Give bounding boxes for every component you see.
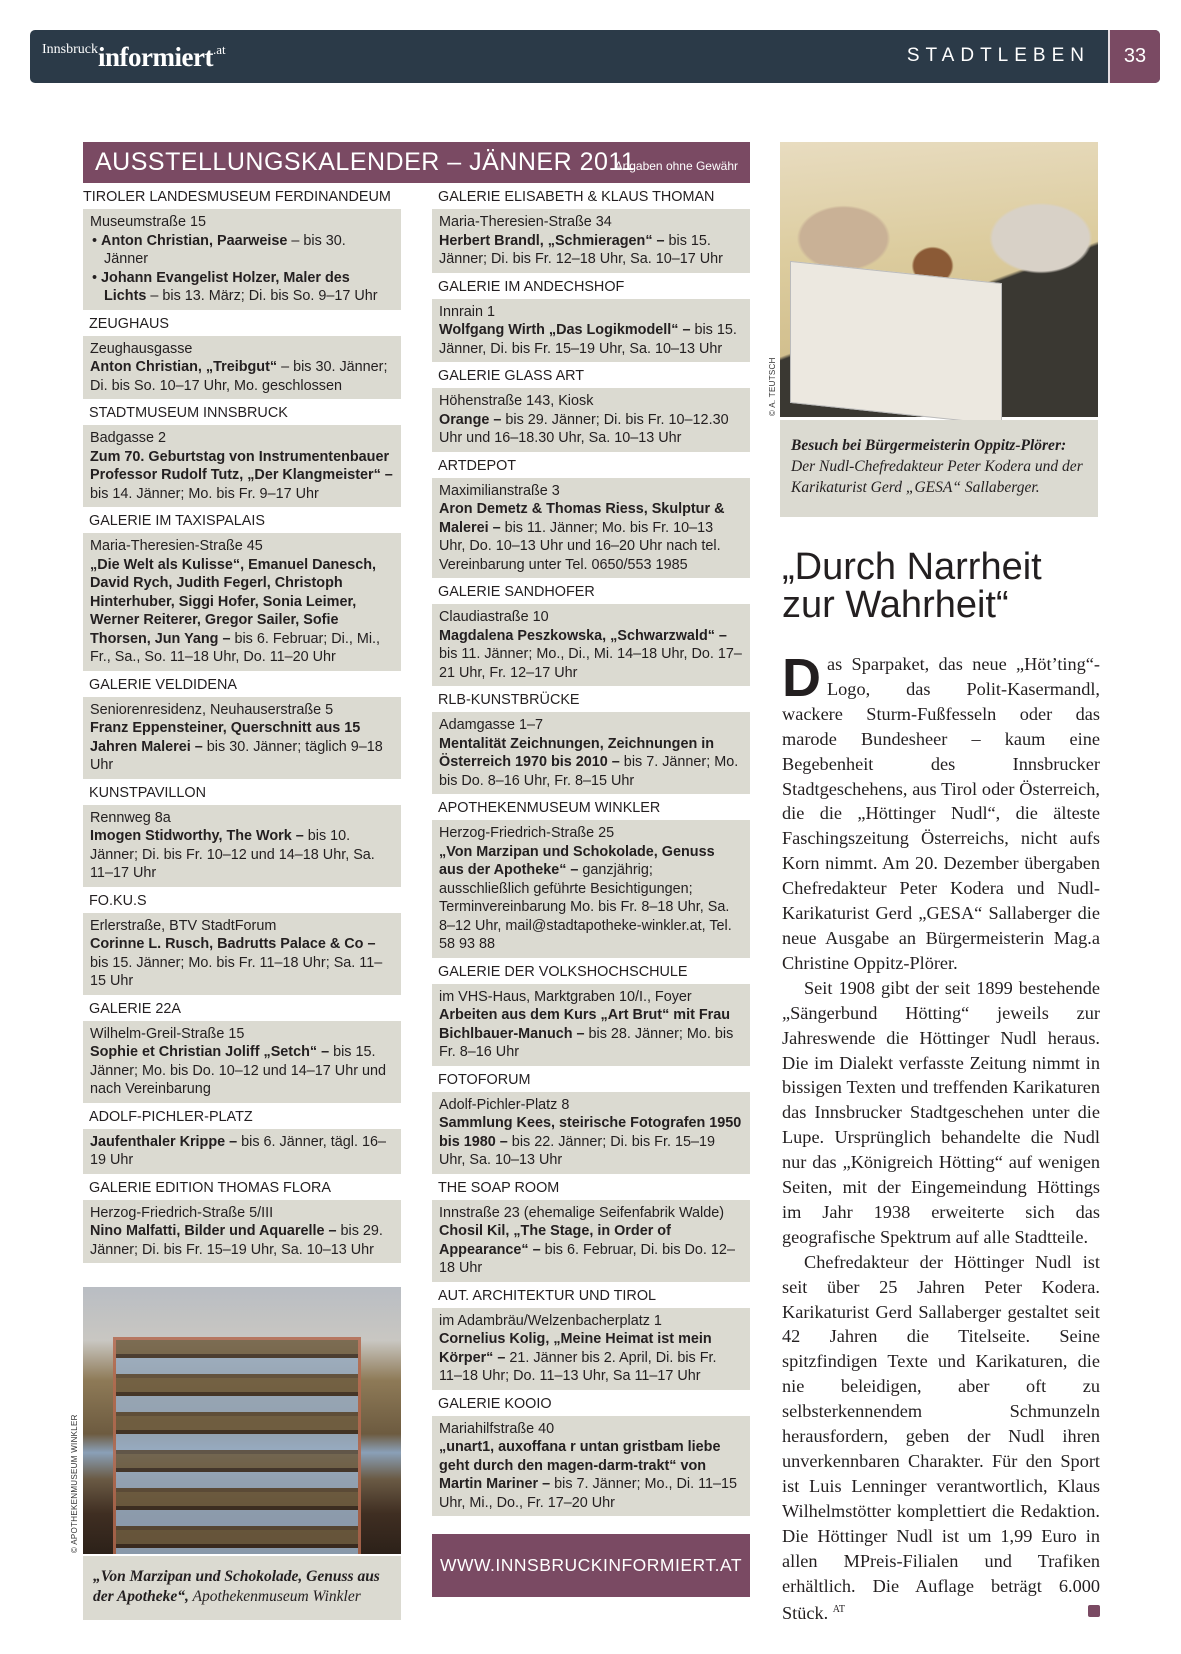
caption-text: Der Nudl-Chefredakteur Peter Kodera und der Karikaturist Gerd „GESA“ Sallaberger.	[791, 458, 1083, 496]
exhibition-title: Franz Eppensteiner, Querschnitt aus 15 Jahren Malerei –	[90, 720, 361, 755]
venue-address: Mariahilfstraße 40	[439, 1420, 555, 1437]
venue-address: Maximilianstraße 3	[439, 482, 560, 499]
venue-address: Herzog-Friedrich-Straße 25	[439, 825, 615, 841]
venue-name: ARTDEPOT	[438, 457, 517, 474]
exhibition-info	[90, 935, 393, 991]
page-header	[30, 30, 1160, 83]
venue-address: Maria-Theresien-Straße 45	[90, 538, 263, 554]
exhibition-info	[90, 448, 393, 504]
exhibition-entry	[83, 697, 401, 779]
article-paragraph: Seit 1908 gibt der seit 1899 bestehende „Sängerbund Hötting“ jeweils zur Jahreswende die Höttinger Nudl heraus. Die im Dialekt verfasste Zeitung nimmt in bissigen Texten und treffenden Karikaturen das Innsbrucker Stadtgeschehen unter die Lupe. Ursprünglich behandelte die Nudl nur das „Königreich Hötting“ auf wenigen Seiten, mit der Eingemeindung Höttings im Jahr 1938 erweiterte sich das geografische Spektrum auf alle Stadtteile.	[782, 977, 1100, 1247]
exhibition-title: „unart1, auxoffana r untan gristbam liebe geht durch den magen-darm-trakt“ von Martin Mariner –	[439, 1439, 721, 1492]
apothecary-photo	[83, 1287, 401, 1554]
article-photo	[780, 142, 1098, 417]
venue-name: GALERIE IM ANDECHSHOF	[438, 278, 625, 295]
caption-text: Apothekenmuseum Winkler	[188, 1588, 361, 1605]
exhibition-info	[90, 719, 393, 775]
exhibition-title: Wolfgang Wirth „Das Logikmodell“ –	[439, 322, 691, 338]
article-photo-caption	[780, 420, 1098, 517]
exhibition-details: bis 15. Jänner, Di. bis Fr. 15–19 Uhr, Sa. 10–13 Uhr	[439, 322, 737, 357]
exhibition-entry	[432, 1200, 750, 1282]
exhibition-info	[90, 1043, 393, 1099]
exhibition-entry	[83, 533, 401, 671]
exhibition-title: Zum 70. Geburtstag von Instrumentenbauer Professor Rudolf Tutz, „Der Klangmeister“ –	[90, 448, 393, 483]
venue-name: GALERIE VELDIDENA	[89, 676, 237, 693]
exhibition-title: Herbert Brandl, „Schmieragen“ –	[439, 232, 665, 249]
exhibition-title: Anton Christian, Paarweise	[101, 232, 288, 249]
exhibition-info	[90, 1133, 393, 1170]
venue-name: STADTMUSEUM INNSBRUCK	[89, 405, 288, 421]
venue-address: Adolf-Pichler-Platz 8	[439, 1096, 570, 1113]
exhibition-info	[90, 358, 393, 395]
exhibition-title: Aron Demetz & Thomas Riess, Skulptur & Malerei –	[439, 501, 725, 536]
exhibition-title: Nino Malfatti, Bilder und Aquarelle –	[90, 1223, 337, 1239]
exhibition-info	[439, 735, 742, 791]
venue-address: Innrain 1	[439, 303, 496, 320]
venue-address: Wilhelm-Greil-Straße 15	[90, 1025, 245, 1042]
article-paragraph	[782, 1250, 1100, 1627]
exhibition-title: Sophie et Christian Joliff „Setch“ –	[90, 1044, 330, 1060]
exhibition-title: Anton Christian, „Treibgut“	[90, 359, 278, 375]
venue-address: im VHS-Haus, Marktgraben 10/I., Foyer	[439, 988, 692, 1005]
exhibition-details: bis 11. Jänner; Mo., Di., Mi. 14–18 Uhr, Do. 17–21 Uhr, Fr. 12–17 Uhr	[439, 646, 742, 681]
photo-credit-article: © A. TEUTSCH	[768, 357, 777, 416]
exhibition-details: bis 6. Jänner, tägl. 16–19 Uhr	[90, 1133, 386, 1168]
exhibition-entry	[83, 336, 401, 400]
venue-address: Seniorenresidenz, Neuhauserstraße 5	[90, 701, 334, 718]
calendar-disclaimer: Angaben ohne Gewähr	[614, 159, 738, 173]
exhibition-entry	[432, 604, 750, 686]
exhibition-details: bis 10. Jänner; Di. bis Fr. 10–12 und 14–18 Uhr, Sa. 11–17 Uhr	[90, 828, 375, 881]
exhibition-entry	[83, 1129, 401, 1174]
venue-address: im Adambräu/Welzenbacherplatz 1	[439, 1312, 662, 1329]
exhibition-info	[90, 827, 393, 883]
newspaper-illustration	[790, 261, 1002, 425]
exhibition-info	[90, 556, 393, 667]
exhibition-entry	[83, 913, 401, 995]
photo-credit-apotheke: © APOTHEKENMUSEUM WINKLER	[70, 1414, 79, 1553]
exhibition-details: – bis 30. Jänner	[104, 232, 346, 267]
exhibition-title: Arbeiten aus dem Kurs „Art Brut“ mit Frau Bichlbauer-Manuch –	[439, 1007, 731, 1042]
venue-name: GALERIE 22A	[89, 1000, 181, 1017]
exhibition-details: bis 6. Februar; Di., Mi., Fr., Sa., So. 11–18 Uhr, Do. 11–20 Uhr	[90, 630, 381, 665]
exhibition-details: bis 15. Jänner; Mo. bis Do. 10–12 und 14–17 Uhr und nach Vereinbarung	[90, 1044, 387, 1097]
website-link[interactable]: WWW.INNSBRUCKINFORMIERT.AT	[432, 1534, 750, 1597]
venue-name: GALERIE SANDHOFER	[438, 584, 595, 600]
venue-address: Museumstraße 15	[90, 214, 206, 230]
exhibition-info	[439, 843, 742, 954]
venue-name: THE SOAP ROOM	[438, 1179, 560, 1196]
exhibition-details: bis 15. Jänner; Mo. bis Fr. 11–18 Uhr; Sa. 11–15 Uhr	[90, 954, 383, 989]
exhibition-info	[439, 500, 742, 574]
calendar-entries-middle	[432, 186, 750, 1516]
exhibition-title: Sammlung Kees, steirische Fotografen 1950 bis 1980 –	[439, 1115, 742, 1150]
exhibition-details: bis 14. Jänner; Mo. bis Fr. 9–17 Uhr	[90, 485, 319, 502]
page-number: 33	[1108, 30, 1160, 83]
venue-address: Adamgasse 1–7	[439, 717, 544, 733]
venue-name: RLB-KUNSTBRÜCKE	[438, 692, 580, 708]
exhibition-title: Cornelius Kolig, „Meine Heimat ist mein Körper“ –	[439, 1331, 712, 1366]
exhibition-info	[439, 321, 742, 358]
exhibition-info	[439, 1006, 742, 1062]
exhibition-details: bis 22. Jänner; Di. bis Fr. 15–19 Uhr, Sa. 10–13 Uhr	[439, 1133, 715, 1168]
venue-name: AUT. ARCHITEKTUR UND TIROL	[438, 1287, 657, 1304]
exhibition-entry	[432, 299, 750, 363]
exhibition-bullet: • Anton Christian, Paarweise – bis 30. Jänner	[92, 232, 346, 267]
article-headline: „Durch Narrheit zur Wahrheit“	[782, 546, 1042, 626]
caption-bold: Besuch bei Bürgermeisterin Oppitz-Plörer:	[791, 437, 1067, 454]
exhibition-title: Mentalität Zeichnungen, Zeichnungen in Österreich 1970 bis 2010 –	[439, 735, 715, 770]
venue-name: GALERIE ELISABETH & KLAUS THOMAN	[438, 189, 715, 205]
venue-name: ZEUGHAUS	[89, 315, 169, 332]
exhibition-title: „Die Welt als Kulisse“, Emanuel Danesch, David Rych, Judith Fegerl, Christoph Hinterhuber, Siggi Hofer, Sonia Leimer, Werner Reiterer, Gregor Sailer, Sofie Thorsen, Jun Yang –	[90, 556, 377, 647]
exhibition-entry	[432, 209, 750, 273]
venue-name: GALERIE EDITION THOMAS FLORA	[89, 1179, 332, 1196]
paragraph-text: Chefredakteur der Höttinger Nudl ist seit über 25 Jahren Peter Kodera. Karikaturist Gerd Sallaberger gestaltet seit 42 Jahren die Titelseite. Seine spitzfindigen Texte und Karikaturen, die nie beleidigen, aber oft zu selbsterkennendem Schmunzeln herausfordern, geben der Nudl ihren unverkennbaren Charakter. Für den Sport ist Luis Lenninger verantwortlich, Klaus Wilhelmstötter komplettiert die Redaktion. Die Höttinger Nudl ist um 1,99 Euro in allen MPreis-Filialen und Trafiken erhältlich. Die Auflage beträgt 6.000 Stück.	[782, 1251, 1100, 1624]
exhibition-entry	[432, 712, 750, 794]
venue-name: ADOLF-PICHLER-PLATZ	[89, 1108, 253, 1125]
venue-name: GALERIE GLASS ART	[438, 368, 585, 384]
venue-name: KUNSTPAVILLON	[89, 784, 207, 801]
exhibition-entry	[432, 984, 750, 1066]
exhibition-entry	[83, 425, 401, 507]
article-body	[782, 648, 1100, 1626]
section-title: STADTLEBEN	[906, 45, 1090, 66]
exhibition-entry	[83, 209, 401, 310]
exhibition-info	[439, 232, 742, 269]
exhibition-info	[439, 627, 742, 683]
venue-name: TIROLER LANDESMUSEUM FERDINANDEUM	[83, 189, 391, 205]
venue-address: Maria-Theresien-Straße 34	[439, 214, 612, 230]
exhibition-info	[439, 1438, 742, 1512]
paragraph-text: as Sparpaket, das neue „Höt’ting“-Logo, das Polit-Kasermandl, wackere Sturm-Fußfesseln oder das marode Bundesheer – kaum eine Begebenheit des Innsbrucker Stadtgeschehens, aus Tirol oder Österreich, die die „Höttinger Nudl“, die älteste Faschingszeitung Österreichs, nicht aufs Korn nimmt. Am 20. Dezember übergaben Chefredakteur Peter Kodera und Nudl-Karikaturist Gerd „GESA“ Sallaberger die neue Ausgabe an Bürgermeisterin Mag.a Christine Oppitz-Plörer.	[782, 654, 1100, 973]
exhibition-info	[439, 1114, 742, 1170]
exhibition-details: bis 11. Jänner; Mo. bis Fr. 10–13 Uhr, Do. 10–13 Uhr und 16–20 Uhr nach tel. Vereinbarung unter Tel. 0650/553 1985	[439, 519, 721, 573]
exhibition-info	[90, 1222, 393, 1259]
exhibition-details: ganzjährig; ausschließlich geführte Besichtigungen; Terminvereinbarung Mo. bis Fr. 8–18 Uhr, Sa. 8–12 Uhr, mail@stadtapotheke-winkler.at, Tel. 58 93 88	[439, 862, 732, 952]
exhibition-entry	[432, 1416, 750, 1517]
logo-main: informiert	[98, 42, 213, 72]
venue-name: APOTHEKENMUSEUM WINKLER	[438, 800, 661, 816]
apothecary-shelf-illustration	[113, 1337, 361, 1554]
exhibition-details: bis 7. Jänner; Mo. bis Do. 8–16 Uhr, Fr. 8–15 Uhr	[439, 754, 739, 789]
exhibition-info	[439, 1330, 742, 1386]
exhibition-title: Johann Evangelist Holzer, Maler des Lichts	[101, 269, 350, 304]
venue-address: Herzog-Friedrich-Straße 5/III	[90, 1204, 274, 1221]
exhibition-details: – bis 13. März; Di. bis So. 9–17 Uhr	[146, 288, 378, 304]
exhibition-details: bis 15. Jänner; Di. bis Fr. 12–18 Uhr, Sa. 10–17 Uhr	[439, 232, 723, 267]
author-signature: AT	[832, 1604, 846, 1616]
exhibition-details: – bis 30. Jänner; Di. bis So. 10–17 Uhr, Mo. geschlossen	[90, 359, 388, 394]
publication-logo	[42, 42, 226, 73]
venue-name: FO.KU.S	[89, 892, 147, 909]
exhibition-entry	[83, 805, 401, 887]
calendar-column-middle	[432, 186, 750, 1597]
exhibition-bullet: • Johann Evangelist Holzer, Maler des Lichts – bis 13. März; Di. bis So. 9–17 Uhr	[92, 269, 378, 304]
logo-prefix: Innsbruck	[42, 42, 98, 57]
venue-address: Claudiastraße 10	[439, 609, 549, 625]
exhibition-details: bis 29. Jänner; Di. bis Fr. 10–12.30 Uhr und 16–18.30 Uhr, Sa. 10–13 Uhr	[439, 411, 729, 446]
exhibition-entry	[83, 1021, 401, 1103]
venue-address: Zeughausgasse	[90, 340, 193, 357]
venue-address: Badgasse 2	[90, 430, 167, 446]
calendar-header	[83, 142, 750, 183]
exhibition-title: Jaufenthaler Krippe –	[90, 1133, 238, 1150]
exhibition-details: bis 30. Jänner; täglich 9–18 Uhr	[90, 738, 383, 773]
exhibition-details: bis 28. Jänner; Mo. bis Fr. 8–16 Uhr	[439, 1025, 734, 1060]
venue-address: Innstraße 23 (ehemalige Seifenfabrik Walde)	[439, 1204, 725, 1221]
exhibition-title: Orange –	[439, 411, 502, 428]
venue-address: Höhenstraße 143, Kiosk	[439, 393, 594, 409]
caption-bold: „Von Marzipan und Schokolade, Genuss aus der Apotheke“,	[93, 1568, 380, 1605]
exhibition-entry	[83, 1200, 401, 1264]
exhibition-title: Chosil Kil, „The Stage, in Order of Appearance“ –	[439, 1223, 671, 1258]
exhibition-title: „Von Marzipan und Schokolade, Genuss aus der Apotheke“ –	[439, 843, 715, 878]
venue-name: GALERIE KOOIO	[438, 1395, 552, 1412]
venue-name: GALERIE DER VOLKSHOCHSCHULE	[438, 963, 688, 980]
exhibition-details: bis 7. Jänner; Mo., Di. 11–15 Uhr, Mi., Do., Fr. 17–20 Uhr	[439, 1476, 738, 1511]
venue-address: Rennweg 8a	[90, 809, 171, 826]
venue-address: Erlerstraße, BTV StadtForum	[90, 917, 277, 934]
calendar-title: AUSSTELLUNGSKALENDER – JÄNNER 2011	[95, 148, 636, 176]
calendar-column-left	[70, 186, 401, 1620]
exhibition-details: 21. Jänner bis 2. April, Di. bis Fr. 11–18 Uhr; Do. 11–13 Uhr, Sa 11–17 Uhr	[439, 1349, 717, 1384]
exhibition-entry	[432, 820, 750, 958]
calendar-entries-left	[83, 186, 401, 1263]
exhibition-details: bis 29. Jänner; Di. bis Fr. 15–19 Uhr, Sa. 10–13 Uhr	[90, 1223, 383, 1258]
apothecary-caption	[83, 1556, 401, 1620]
exhibition-details: bis 6. Februar, Di. bis Do. 12–18 Uhr	[439, 1241, 735, 1276]
exhibition-entry	[432, 478, 750, 579]
exhibition-entry	[432, 388, 750, 452]
drop-cap: D	[782, 648, 821, 708]
logo-suffix: .at	[212, 42, 226, 57]
venue-name: FOTOFORUM	[438, 1071, 531, 1088]
exhibition-entry	[432, 1308, 750, 1390]
exhibition-title: Imogen Stidworthy, The Work –	[90, 828, 304, 844]
exhibition-info	[439, 1222, 742, 1278]
exhibition-entry	[432, 1092, 750, 1174]
exhibition-title: Magdalena Peszkowska, „Schwarzwald“ –	[439, 627, 727, 644]
end-mark-icon	[1088, 1605, 1100, 1617]
exhibition-info	[439, 411, 742, 448]
venue-name: GALERIE IM TAXISPALAIS	[89, 513, 265, 529]
exhibition-title: Corinne L. Rusch, Badrutts Palace & Co –	[90, 936, 376, 952]
apothecary-figure	[70, 1287, 401, 1620]
article-paragraph	[782, 648, 1100, 976]
